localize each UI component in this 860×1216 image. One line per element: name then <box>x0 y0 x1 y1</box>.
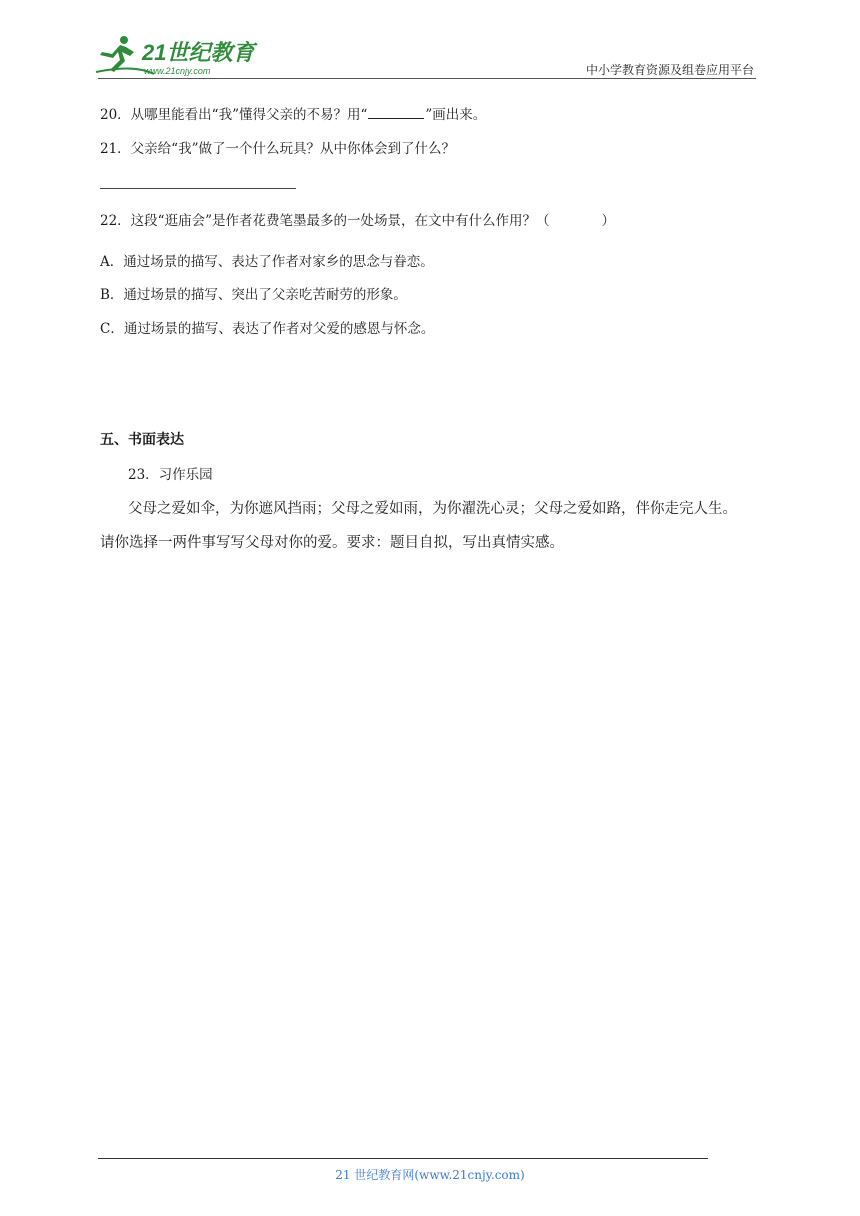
question-21: 21．父亲给“我”做了一个什么玩具？从中你体会到了什么？ <box>100 141 455 157</box>
essay-prompt-line-2: 请你选择一两件事写写父母对你的爱。要求：题目自拟，写出真情实感。 <box>100 535 564 551</box>
section-title: 五、书面表达 <box>100 432 184 448</box>
question-20 <box>100 105 486 125</box>
option-c: C．通过场景的描写、表达了作者对父爱的感恩与怀念。 <box>100 321 435 337</box>
question-20-blank <box>368 106 424 119</box>
answer-line <box>100 188 296 189</box>
option-a: A．通过场景的描写、表达了作者对家乡的思念与眷恋。 <box>100 254 434 270</box>
logo-url: www.21cnjy.com <box>144 66 211 76</box>
site-logo <box>94 34 264 78</box>
option-b: B．通过场景的描写、突出了父亲吃苦耐劳的形象。 <box>100 287 407 303</box>
question-23-label: 23．习作乐园 <box>128 467 213 483</box>
footer-divider <box>98 1158 708 1159</box>
question-22 <box>100 211 615 231</box>
question-22-close: ） <box>601 213 615 229</box>
question-22-stem: 22．这段“逛庙会”是作者花费笔墨最多的一处场景，在文中有什么作用？（ <box>100 213 550 229</box>
logo-wordmark: 21世纪教育 <box>142 40 255 65</box>
question-20-stem: 20．从哪里能看出“我”懂得父亲的不易？用“ <box>100 107 368 123</box>
runner-logo-icon <box>94 34 264 78</box>
header-divider <box>98 78 756 79</box>
header-platform-text: 中小学教育资源及组卷应用平台 <box>585 63 754 77</box>
essay-prompt-line-1: 父母之爱如伞，为你遮风挡雨；父母之爱如雨，为你濯洗心灵；父母之爱如路，伴你走完人生。 <box>128 501 737 517</box>
footer-link[interactable]: 21 世纪教育网(www.21cnjy.com) <box>335 1168 525 1182</box>
question-20-end: ”画出来。 <box>425 107 487 123</box>
